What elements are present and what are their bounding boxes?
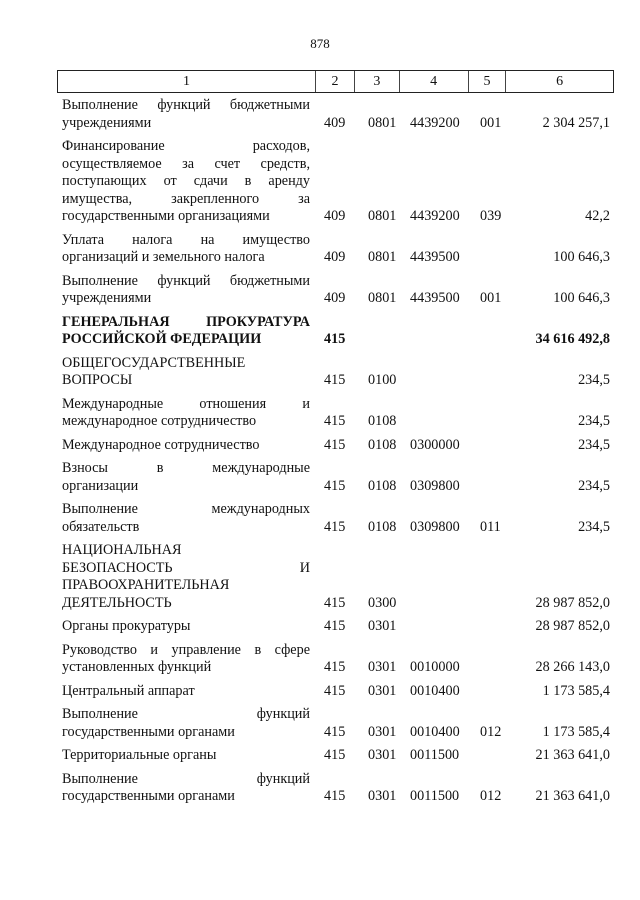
- code-expense-type: 001: [480, 114, 502, 131]
- amount: 28 987 852,0: [535, 618, 610, 634]
- table-row: [62, 273, 614, 308]
- description-line: обязательств: [62, 518, 140, 535]
- code-admin: 415: [324, 723, 346, 740]
- amount: 234,5: [578, 477, 610, 494]
- row-description: [62, 771, 310, 806]
- code-section: 0301: [368, 747, 397, 763]
- code-admin: 415: [324, 659, 346, 675]
- code-target: 0300000: [410, 436, 460, 453]
- description-line: Выполнение международных: [62, 501, 310, 517]
- code-section: 0301: [368, 682, 397, 699]
- code-section: 0108: [368, 518, 397, 535]
- code-admin: 415: [324, 331, 346, 347]
- table-row: [62, 232, 614, 267]
- row-description: [62, 460, 310, 495]
- description-line: учреждениями: [62, 290, 152, 306]
- description-line: государственными органами: [62, 788, 235, 804]
- code-admin: 415: [324, 413, 346, 429]
- amount: 100 646,3: [553, 290, 610, 306]
- amount: 234,5: [578, 372, 610, 388]
- description-line: Территориальные органы: [62, 747, 217, 763]
- amount: 2 304 257,1: [542, 114, 610, 131]
- description-line: установленных функций: [62, 659, 212, 675]
- amount: 234,5: [578, 436, 610, 453]
- table-row: [62, 355, 614, 390]
- description-line: Финансирование расходов,: [62, 138, 310, 154]
- table-row: [62, 437, 614, 455]
- code-target: 0011500: [410, 747, 460, 763]
- description-line: НАЦИОНАЛЬНАЯ: [62, 542, 182, 558]
- header-col-3: 3: [355, 71, 400, 92]
- code-admin: 415: [324, 682, 346, 699]
- code-admin: 415: [324, 788, 346, 804]
- description-line: ПРАВООХРАНИТЕЛЬНАЯ: [62, 577, 230, 593]
- description-line: Выполнение функций: [62, 770, 310, 787]
- description-line: ДЕЯТЕЛЬНОСТЬ: [62, 594, 172, 611]
- row-description: [62, 273, 310, 308]
- row-description: [62, 747, 310, 765]
- table-row: [62, 771, 614, 806]
- code-admin: 415: [324, 477, 346, 494]
- amount: 100 646,3: [553, 249, 610, 265]
- row-description: [62, 542, 310, 612]
- code-section: 0108: [368, 477, 397, 494]
- code-admin: 415: [324, 518, 346, 535]
- row-description: [62, 706, 310, 741]
- header-col-6: 6: [556, 74, 564, 89]
- code-section: 0301: [368, 659, 397, 675]
- table-row: [62, 542, 614, 612]
- description-line: Выполнение функций бюджетными: [62, 97, 310, 113]
- code-admin: 415: [324, 436, 346, 453]
- row-description: [62, 396, 310, 431]
- code-admin: 415: [324, 594, 346, 611]
- amount: 234,5: [578, 518, 610, 535]
- table-row: [62, 642, 614, 677]
- table-row: [62, 683, 614, 701]
- description-line: Выполнение функций бюджетными: [62, 272, 310, 289]
- amount: 1 173 585,4: [542, 682, 610, 699]
- header-col-4: 4: [400, 71, 469, 92]
- code-admin: 409: [324, 208, 346, 224]
- description-line: Уплата налога на имущество: [62, 231, 310, 248]
- description-line: БЕЗОПАСНОСТЬ И: [62, 559, 310, 576]
- code-target: 0010000: [410, 659, 460, 675]
- description-line: Взносы в международные: [62, 460, 310, 476]
- amount: 234,5: [578, 413, 610, 429]
- code-section: 0801: [368, 114, 397, 131]
- code-section: 0301: [368, 723, 397, 740]
- table-row: [62, 706, 614, 741]
- description-line: организаций и земельного налога: [62, 249, 265, 265]
- code-target: 0010400: [410, 723, 460, 740]
- code-target: 0309800: [410, 477, 460, 494]
- code-target: 0309800: [410, 518, 460, 535]
- description-line: государственными органами: [62, 723, 235, 740]
- table-row: [62, 747, 614, 765]
- table-row: [62, 501, 614, 536]
- amount: 28 987 852,0: [535, 594, 610, 611]
- table-row: [62, 618, 614, 636]
- description-line: РОССИЙСКОЙ ФЕДЕРАЦИИ: [62, 331, 262, 347]
- code-admin: 415: [324, 618, 346, 634]
- description-line: поступающих от сдачи в аренду: [62, 173, 310, 189]
- code-admin: 409: [324, 290, 346, 306]
- row-description: [62, 642, 310, 677]
- header-col-5: 5: [469, 71, 507, 92]
- row-description: [62, 355, 310, 390]
- row-description: [62, 138, 310, 226]
- table-row: [62, 97, 614, 132]
- description-line: Международные отношения и: [62, 395, 310, 412]
- amount: 34 616 492,8: [535, 331, 610, 347]
- code-target: 4439200: [410, 114, 460, 131]
- description-line: международное сотрудничество: [62, 413, 257, 429]
- code-section: 0801: [368, 208, 397, 224]
- code-admin: 409: [324, 114, 346, 131]
- row-description: [62, 97, 310, 132]
- header-col-1: 1: [58, 71, 316, 92]
- table-row: [62, 396, 614, 431]
- amount: 21 363 641,0: [535, 788, 610, 804]
- amount: 21 363 641,0: [535, 747, 610, 763]
- table-header: [57, 70, 614, 93]
- table-row: [62, 138, 614, 226]
- row-description: [62, 501, 310, 536]
- description-line: осуществляемое за счет средств,: [62, 155, 310, 172]
- code-section: 0300: [368, 594, 397, 611]
- description-line: Международное сотрудничество: [62, 436, 260, 453]
- description-line: государственными организациями: [62, 208, 270, 224]
- code-target: 0010400: [410, 682, 460, 699]
- amount: 28 266 143,0: [535, 659, 610, 675]
- table-body: [62, 97, 614, 812]
- code-section: 0301: [368, 788, 397, 804]
- code-section: 0100: [368, 372, 397, 388]
- amount: 1 173 585,4: [542, 723, 610, 740]
- description-line: организации: [62, 477, 139, 494]
- code-admin: 415: [324, 747, 346, 763]
- code-expense-type: 039: [480, 208, 502, 224]
- description-line: Руководство и управление в сфере: [62, 641, 310, 658]
- code-admin: 415: [324, 372, 346, 388]
- code-section: 0801: [368, 290, 397, 306]
- row-description: [62, 437, 310, 455]
- row-description: [62, 232, 310, 267]
- code-expense-type: 012: [480, 788, 502, 804]
- code-section: 0801: [368, 249, 397, 265]
- description-line: ОБЩЕГОСУДАРСТВЕННЫЕ: [62, 354, 246, 371]
- description-line: учреждениями: [62, 114, 152, 131]
- code-section: 0108: [368, 413, 397, 429]
- page-number: 878: [310, 36, 330, 51]
- code-target: 4439500: [410, 290, 460, 306]
- code-target: 4439500: [410, 249, 460, 265]
- code-expense-type: 001: [480, 290, 502, 306]
- description-line: Центральный аппарат: [62, 682, 195, 699]
- description-line: имущества, закрепленного за: [62, 190, 310, 207]
- code-expense-type: 012: [480, 723, 502, 740]
- row-description: [62, 683, 310, 701]
- row-description: [62, 618, 310, 636]
- code-section: 0301: [368, 618, 397, 634]
- table-row: [62, 460, 614, 495]
- description-line: Выполнение функций: [62, 706, 310, 722]
- description-line: ВОПРОСЫ: [62, 372, 133, 388]
- code-expense-type: 011: [480, 518, 501, 535]
- row-description: [62, 314, 310, 349]
- code-section: 0108: [368, 436, 397, 453]
- code-target: 4439200: [410, 208, 460, 224]
- table-row: [62, 314, 614, 349]
- description-line: Органы прокуратуры: [62, 618, 191, 634]
- description-line: ГЕНЕРАЛЬНАЯ ПРОКУРАТУРА: [62, 313, 310, 330]
- header-col-2: 2: [316, 71, 355, 92]
- code-admin: 409: [324, 249, 346, 265]
- amount: 42,2: [585, 208, 610, 224]
- code-target: 0011500: [410, 788, 460, 804]
